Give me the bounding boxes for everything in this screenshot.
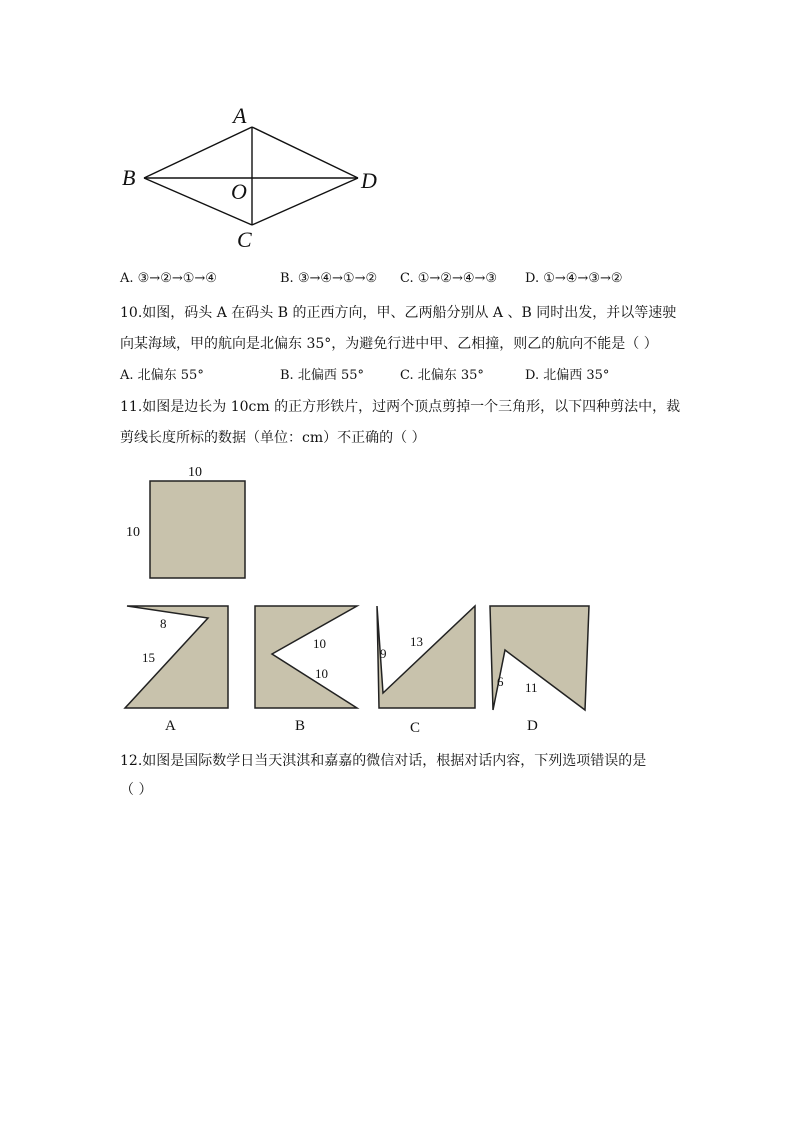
label-B: B [122,165,136,190]
cut-c-label-2: 13 [410,634,423,649]
side-DC [252,178,358,225]
cut-d-label-2: 11 [525,680,538,695]
q11-line-1: 11.如图是边长为 10cm 的正方形铁片，过两个顶点剪掉一个三角形，以下四种剪法中，裁 [120,399,681,415]
label-A: A [233,103,247,128]
q12-line-1: 12.如图是国际数学日当天淇淇和嘉嘉的微信对话，根据对话内容，下列选项错误的是 [120,753,647,769]
cut-c-caption: C [410,720,421,736]
q10-line-2: 向某海域，甲的航向是北偏东 35°，为避免行进中甲、乙相撞，则乙的航向不能是（ ） [120,336,658,352]
q11-line-2: 剪线长度所标的数据（单位：cm）不正确的（ ） [120,430,426,446]
q12-line-2: （ ） [120,782,153,798]
cut-shape-a [125,606,228,708]
cut-d-label-1: 6 [497,674,504,689]
square-left-label: 10 [126,525,140,540]
side-AB [144,127,252,178]
rhombus-figure [110,95,400,260]
square-top-label: 10 [188,465,202,480]
cut-b-label-1: 10 [313,636,326,651]
cut-shape-d [490,606,589,710]
label-O: O [231,179,247,204]
label-D: D [361,168,377,193]
cut-c-label-1: 9 [380,646,387,661]
cut-b-label-2: 10 [315,666,328,681]
cut-a-label-1: 8 [160,616,167,631]
square-sheet [150,481,245,578]
side-AD [252,127,358,178]
square-sheet-figure [120,460,260,585]
q9-option-b: B. ③→④→①→② [280,271,378,286]
q10-option-b: B. 北偏西 55° [280,368,364,383]
cut-a-caption: A [165,718,176,734]
cut-shape-b [255,606,357,708]
q10-option-a: A. 北偏东 55° [120,368,204,383]
cut-shape-c [377,606,475,708]
q10-line-1: 10.如图，码头 A 在码头 B 的正西方向，甲、乙两船分别从 A 、B 同时出发，并以等速驶 [120,305,677,321]
q10-option-d: D. 北偏西 35° [525,368,610,383]
label-C: C [237,227,252,252]
q9-option-c: C. ①→②→④→③ [400,271,498,286]
cut-d-caption: D [527,718,538,734]
q9-option-d: D. ①→④→③→② [525,271,623,286]
cut-options-figure [115,598,605,743]
q10-option-c: C. 北偏东 35° [400,368,484,383]
q9-option-a: A. ③→②→①→④ [120,271,217,286]
cut-a-label-2: 15 [142,650,155,665]
cut-b-caption: B [295,718,306,734]
